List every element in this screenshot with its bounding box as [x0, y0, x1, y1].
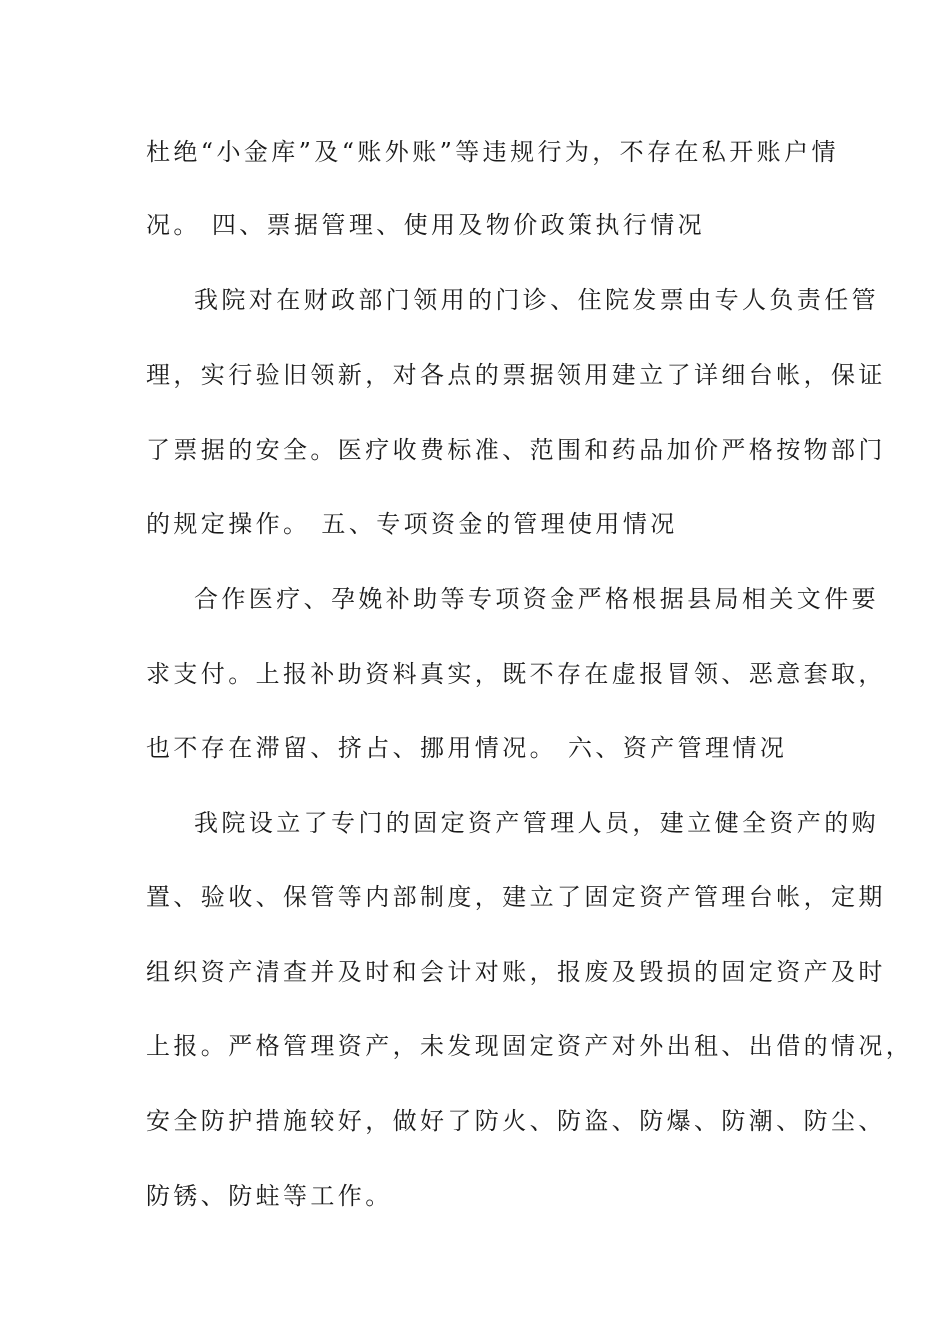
paragraph-first-line: 我院对在财政部门领用的门诊、住院发票由专人负责任管: [194, 286, 879, 314]
text-line: 也不存在滞留、挤占、挪用情况。 六、资产管理情况: [146, 734, 788, 762]
text-line: 防锈、防蛀等工作。: [146, 1182, 393, 1210]
text-line: 了票据的安全。医疗收费标准、范围和药品加价严格按物部门: [146, 436, 886, 464]
paragraph-first-line: 我院设立了专门的固定资产管理人员，建立健全资产的购: [194, 809, 879, 837]
text-line: 的规定操作。 五、专项资金的管理使用情况: [146, 510, 678, 538]
paragraph-first-line: 合作医疗、孕娩补助等专项资金严格根据县局相关文件要: [194, 585, 879, 613]
text-line: 况。 四、票据管理、使用及物价政策执行情况: [146, 211, 706, 239]
text-line: 杜绝“小金库”及“账外账”等违规行为，不存在私开账户情: [146, 138, 839, 166]
text-line: 求支付。上报补助资料真实，既不存在虚报冒领、恶意套取，: [146, 660, 886, 688]
text-line: 上报。严格管理资产，未发现固定资产对外出租、出借的情况，: [146, 1032, 914, 1060]
text-line: 组织资产清查并及时和会计对账，报废及毁损的固定资产及时: [146, 958, 886, 986]
text-line: 理，实行验旧领新，对各点的票据领用建立了详细台帐，保证: [146, 361, 886, 389]
text-line: 置、验收、保管等内部制度，建立了固定资产管理台帐，定期: [146, 883, 886, 911]
text-line: 安全防护措施较好，做好了防火、防盗、防爆、防潮、防尘、: [146, 1107, 886, 1135]
